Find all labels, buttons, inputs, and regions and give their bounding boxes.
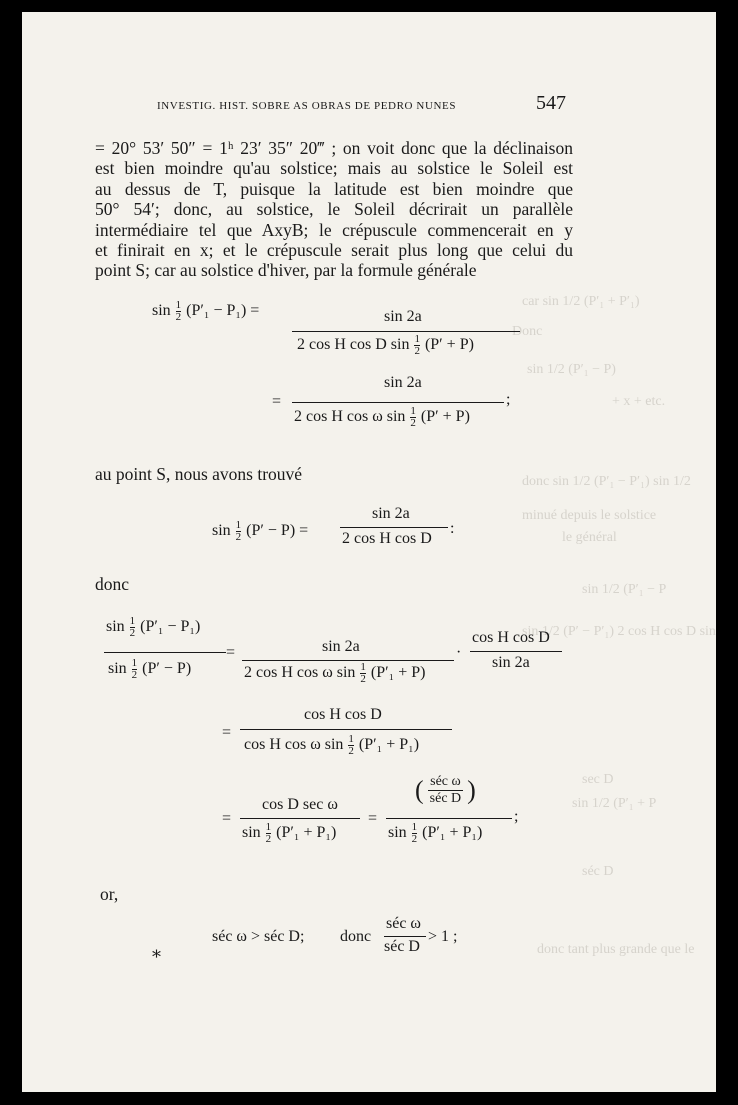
half-den: 2 [131,669,138,681]
eq4-left-denominator [108,658,191,681]
half-num: 1 [265,821,272,833]
scanned-page [22,12,716,1092]
one-half [236,520,242,543]
bleed-through-text: sin 1/2 (P′₁ − P) [527,362,616,377]
eq-text: (P′₁ + P₁) [276,824,337,842]
fraction-bar [384,936,426,937]
half-num: 1 [235,519,242,531]
eq-text: (P′₁ − P₁) [140,618,201,636]
eq-end: ; [506,391,511,408]
fraction-bar [470,651,562,652]
half-num: 1 [131,657,138,669]
eq5-denominator [244,734,419,757]
one-half [266,822,272,845]
eq3-numerator: sin 2a [372,505,410,522]
eq6-denominator-2 [388,822,482,845]
eq4-right-denominator: sin 2a [492,654,530,671]
eq6-numerator: cos D sec ω [262,796,338,813]
fraction-bar [292,331,520,332]
eq6-inner-fraction: ( $\frac{\text{séc ω}}{\text{séc D}}$ ) [415,774,476,806]
half-num: 1 [348,733,354,745]
eq4-right-numerator: cos H cos D [472,629,550,646]
eq-text: (P′₁ − P₁) = [186,302,260,320]
text-line: et finirait en x; et le crépuscule serait plus long que celui du [95,240,573,261]
half-num: 1 [414,333,420,345]
one-half [414,334,420,357]
eq4-numerator: sin 2a [322,638,360,655]
eq-text: sin [212,522,231,540]
page-number: 547 [536,92,566,114]
bleed-through-text: donc sin 1/2 (P′₁ − P′₁) sin 1/2 [522,474,691,489]
eq5-numerator: cos H cos D [304,706,382,723]
eq7-rhs: > 1 ; [428,928,458,945]
one-half [176,300,182,323]
fraction-bar [104,652,226,653]
equation-3 [212,520,308,543]
text-line: intermédiaire tel que AxyB; le crépuscule commencerait en y [95,219,573,240]
eq-text: sin [106,618,125,636]
half-den: 2 [235,531,242,543]
eq-sign: = [222,810,232,827]
eq1-numerator: sin 2a [384,308,422,325]
bleed-through-text: sin 1/2 (P′ − P′₁) 2 cos H cos D sin [522,624,716,639]
text-line: est bien moindre qu'au solstice; mais au solstice le Soleil est [95,158,573,179]
equation-7-left: séc ω > séc D; [212,928,305,945]
half-den: 2 [129,627,136,639]
fraction-bar [386,818,512,819]
one-half [360,662,366,685]
eq-text: (P′ − P) [142,660,192,678]
bleed-through-text: sec D [582,772,614,787]
bleed-through-text: Donc [512,324,543,339]
eq2-numerator: sin 2a [384,374,422,391]
one-half [130,616,136,639]
bleed-through-text: sin 1/2 (P′₁ − P [582,582,667,597]
eq-sign: = [368,810,378,827]
fraction-bar [240,729,452,730]
inner-num: séc ω [430,774,461,789]
eq7-donc: donc [340,928,372,945]
eq-text: 2 cos H cos ω sin [244,664,356,682]
text-line: 50° 54′; donc, au solstice, le Soleil décrirait un parallèle [95,199,573,220]
eq-text: 2 cos H cos ω sin [294,408,406,426]
text-line: au dessus de T, puisque la latitude est bien moindre que [95,178,573,199]
eq-text: sin [152,302,171,320]
text-point-s: au point S, nous avons trouvé [95,464,303,484]
half-num: 1 [411,821,418,833]
text-donc: donc [95,574,130,594]
eq-text: sin [242,824,261,842]
half-num: 1 [410,405,416,417]
secant-ratio [428,774,464,807]
half-den: 2 [411,833,418,845]
one-half [348,734,354,757]
bleed-through-text: + x + etc. [612,394,666,409]
eq-text: cos H cos ω sin [244,736,344,754]
equation-1 [152,300,259,323]
body-paragraph [95,138,573,281]
one-half [412,822,418,845]
bleed-through-text: minué depuis le solstice [522,508,657,523]
eq7-numerator: séc ω [386,915,421,932]
half-den: 2 [265,833,272,845]
fraction-bar [292,402,504,403]
text-line: = 20° 53′ 50″ = 1ʰ 23′ 35″ 20‴ ; on voit donc que la déclinaison [95,138,573,158]
half-den: 2 [414,345,420,357]
half-num: 1 [360,661,366,673]
eq4-left-numerator [106,616,200,639]
eq1-denominator [297,334,474,357]
half-num: 1 [129,615,136,627]
text-line: point S; car au solstice d'hiver, par la formule générale [95,260,477,281]
one-half [410,406,416,429]
eq4-denominator [244,662,425,685]
eq3-denominator: 2 cos H cos D [342,530,432,547]
eq-text: sin [388,824,407,842]
running-header: INVESTIG. HIST. SOBRE AS OBRAS DE PEDRO NUNES [157,100,457,112]
eq-end: : [450,520,455,537]
bleed-through-text: le général [562,530,617,545]
eq-sign: = [226,644,236,661]
eq-text: sin [108,660,127,678]
eq2-denominator [294,406,470,429]
multiply-dot: · [456,644,462,661]
bleed-through-text: donc tant plus grande que le [537,942,695,957]
eq7-denominator: séc D [384,938,420,955]
fraction-bar [242,660,454,661]
eq-text: (P′₁ + P) [370,664,426,682]
eq-end: ; [514,808,519,825]
eq-text: (P′ + P) [424,336,474,354]
asterisk-mark: * [152,947,161,968]
bleed-through-text: sin 1/2 (P′₁ + P [572,796,657,811]
eq-sign: = [222,724,232,741]
eq-sign: = [272,393,282,410]
bleed-through-text: car sin 1/2 (P′₁ + P′₁) [522,294,640,309]
eq-text: (P′ + P) [420,408,470,426]
half-den: 2 [360,673,366,685]
text-or: or, [100,884,119,904]
inner-den: séc D [429,791,462,806]
eq-text: (P′₁ + P₁) [358,736,420,754]
bleed-through-text: séc D [582,864,614,879]
fraction-bar [340,527,448,528]
half-den: 2 [175,311,182,323]
eq6-denominator [242,822,336,845]
half-den: 2 [348,745,354,757]
one-half [132,658,138,681]
eq-text: (P′ − P) = [246,522,309,540]
half-num: 1 [175,299,182,311]
eq-text: (P′₁ + P₁) [422,824,483,842]
eq-text: 2 cos H cos D sin [297,336,410,354]
half-den: 2 [410,417,416,429]
fraction-bar [240,818,360,819]
